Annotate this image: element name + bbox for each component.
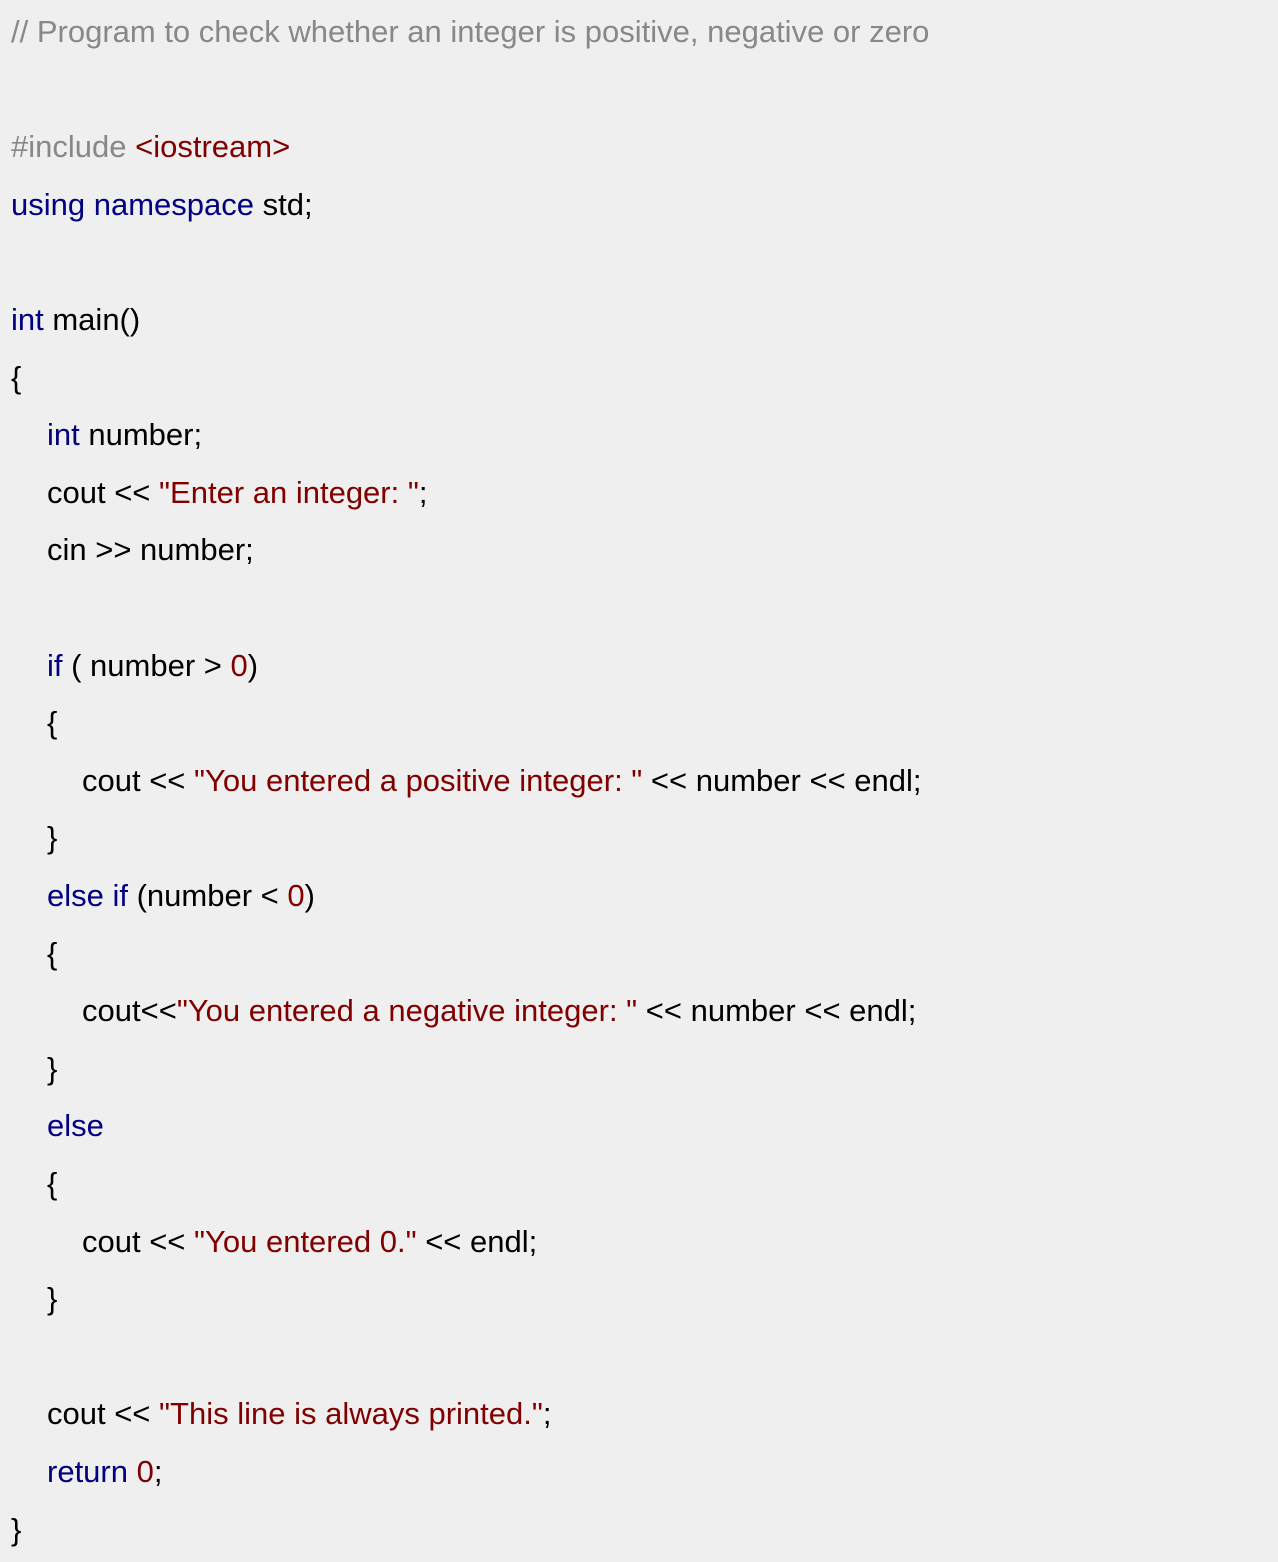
code-token-string: "You entered a positive integer: "	[194, 762, 643, 798]
code-token-string: <iostream>	[135, 129, 291, 165]
code-token-comment: // Program to check whether an integer is positive, negative or zero	[11, 14, 930, 49]
code-line	[47, 473, 427, 513]
code-token-plain: << endl;	[416, 1223, 538, 1259]
code-line	[47, 646, 258, 686]
code-token-plain: }	[11, 1511, 22, 1547]
code-line	[47, 415, 202, 455]
code-token-plain: ;	[153, 1454, 163, 1489]
code-token-plain: }	[47, 1050, 58, 1086]
code-token-plain: {	[47, 1166, 58, 1201]
code-line	[82, 1222, 537, 1262]
code-token-plain: cout <<	[47, 474, 160, 510]
code-token-comment: #include	[11, 129, 136, 165]
code-line	[47, 818, 57, 858]
code-token-plain: << number << endl;	[642, 762, 922, 798]
code-token-keyword: int	[47, 417, 80, 453]
code-line	[11, 12, 929, 52]
code-token-plain: main()	[43, 302, 141, 337]
code-token-string: "You entered a negative integer: "	[176, 993, 638, 1029]
code-line	[47, 1452, 162, 1492]
code-token-string: "Enter an integer: "	[159, 474, 419, 510]
code-token-keyword: if	[47, 647, 63, 683]
code-token-plain: )	[304, 878, 315, 913]
code-line	[11, 185, 313, 225]
code-token-plain: cout<<	[82, 993, 177, 1029]
code-line	[47, 1279, 57, 1319]
code-token-string: "This line is always printed."	[159, 1396, 543, 1432]
code-token-plain: )	[247, 647, 259, 683]
code-line	[82, 761, 922, 801]
code-token-plain: ;	[542, 1396, 552, 1432]
code-line	[47, 1106, 104, 1146]
code-line	[47, 1164, 57, 1204]
code-token-plain: ;	[418, 474, 428, 510]
code-token-keyword: using namespace	[11, 186, 254, 222]
code-token-plain: (number <	[127, 878, 288, 913]
code-line	[47, 1049, 57, 1089]
code-token-plain: {	[11, 359, 22, 395]
code-token-number: 0	[230, 647, 248, 683]
code-token-plain: number;	[79, 417, 203, 453]
code-token-plain: }	[47, 820, 58, 856]
code-line	[11, 358, 21, 398]
code-token-plain: cout <<	[82, 762, 195, 798]
code-line	[47, 934, 57, 974]
code-token-string: "You entered 0."	[194, 1223, 417, 1259]
code-line	[11, 300, 140, 340]
code-line	[47, 530, 254, 570]
code-token-keyword: else if	[47, 878, 128, 913]
code-line	[82, 991, 916, 1031]
code-line	[11, 1510, 21, 1550]
code-token-plain: << number << endl;	[637, 993, 917, 1029]
code-line	[47, 1394, 551, 1434]
code-line	[11, 127, 290, 167]
code-token-plain: std;	[254, 186, 313, 222]
code-token-keyword: return	[47, 1454, 128, 1489]
code-token-plain: ( number >	[62, 647, 231, 683]
code-token-plain: {	[47, 705, 58, 741]
code-token-plain: }	[47, 1281, 58, 1317]
code-token-plain: {	[47, 935, 58, 971]
code-line	[47, 876, 315, 916]
code-token-number: 0	[287, 878, 305, 913]
code-token-plain: cout <<	[82, 1223, 195, 1259]
code-token-plain: cin >> number;	[47, 532, 254, 568]
code-token-number: 0	[136, 1454, 154, 1489]
code-line	[47, 703, 57, 743]
code-token-keyword: else	[47, 1108, 104, 1144]
code-token-keyword: int	[11, 302, 44, 337]
code-token-plain	[128, 1454, 137, 1489]
code-token-plain: cout <<	[47, 1396, 160, 1432]
